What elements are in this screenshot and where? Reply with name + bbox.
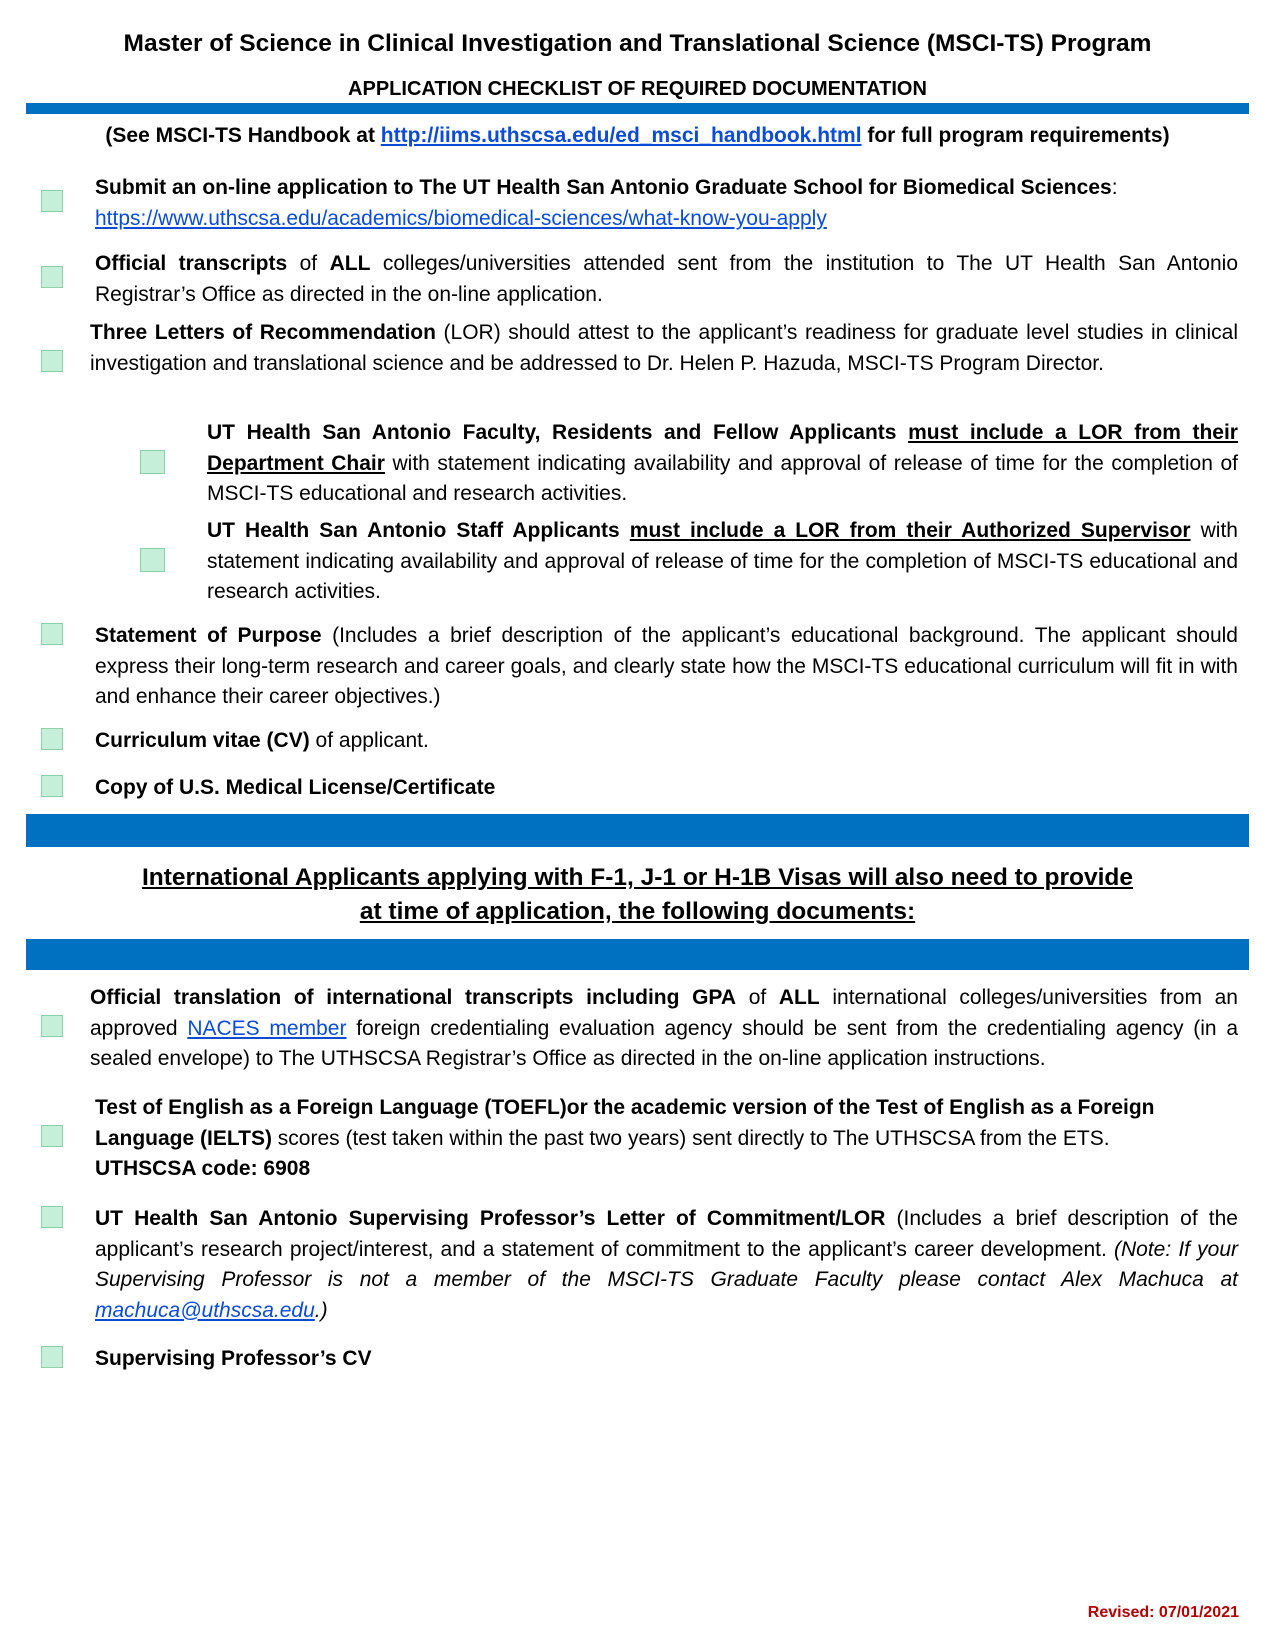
machuca-email-link[interactable]: machuca@uthscsa.edu	[95, 1298, 315, 1322]
lor-staff-bold: UT Health San Antonio Staff Applicants	[207, 519, 620, 542]
item-letters-of-recommendation	[90, 318, 1238, 379]
toefl-text: scores (test taken within the past two years) sent directly to The UTHSCSA from the ETS.	[271, 1126, 1110, 1150]
item-professor-cv	[95, 1344, 1238, 1375]
section-divider-bar-2	[26, 939, 1249, 970]
revised-date: Revised: 07/01/2021	[1087, 1604, 1239, 1621]
checkbox-statement-of-purpose[interactable]	[41, 623, 63, 645]
section-divider-bar	[26, 814, 1249, 847]
checkbox-letter-of-commitment[interactable]	[41, 1206, 63, 1228]
commitment-note-end: .)	[314, 1298, 328, 1322]
purpose-text: (Includes a brief description of the applicant’s educational background. The applicant should express their long-term research and career goals, and clearly state how the MSCI-TS educational curriculum will fit in with and enhance their career objectives.)	[95, 624, 1238, 708]
professor-cv-bold: Supervising Professor’s CV	[95, 1347, 372, 1370]
checkbox-online-application[interactable]	[41, 190, 63, 212]
commitment-note-text: (Note: If your Supervising Professor is not a member of the MSCI-TS Graduate Faculty please contact Alex Machuca at	[95, 1237, 1238, 1291]
transcripts-text-2: colleges/universities attended sent from the institution to The UT Health San Antonio Registrar’s Office as directed in the on-line application.	[95, 252, 1239, 306]
checkbox-letters-of-recommendation[interactable]	[41, 350, 63, 372]
naces-member-link[interactable]: NACES member	[187, 1016, 347, 1040]
handbook-suffix: for full program requirements)	[861, 124, 1170, 147]
item-letter-of-commitment	[95, 1204, 1238, 1326]
page-subtitle: APPLICATION CHECKLIST OF REQUIRED DOCUMENTATION	[348, 78, 927, 100]
checkbox-transcript-translation[interactable]	[41, 1015, 63, 1037]
transcripts-all: ALL	[329, 252, 371, 275]
translation-all: ALL	[778, 986, 820, 1009]
item-online-application	[95, 173, 1238, 234]
commitment-text: (Includes a brief description of the applicant’s research project/interest, and a statement of commitment to the applicant’s career development.	[95, 1207, 1238, 1261]
lor-faculty-underline: must include a LOR from their Department Chair	[207, 421, 1238, 475]
cv-bold: Curriculum vitae (CV)	[95, 729, 310, 752]
lor-bold: Three Letters of Recommendation	[90, 321, 436, 344]
item-transcripts	[95, 249, 1238, 310]
cv-text: of applicant.	[309, 729, 429, 752]
page-title: Master of Science in Clinical Investigation and Translational Science (MSCI-TS) Program	[123, 30, 1152, 57]
purpose-bold: Statement of Purpose	[95, 624, 322, 647]
lor-staff-text: with statement indicating availability and approval of release of time for the completion of MSCI-TS educational and research activities.	[207, 519, 1238, 603]
checkbox-professor-cv[interactable]	[41, 1346, 63, 1368]
checkbox-transcripts[interactable]	[41, 266, 63, 288]
item-lor-staff	[207, 516, 1238, 608]
uthscsa-code: UTHSCSA code: 6908	[95, 1157, 311, 1180]
checkbox-lor-staff[interactable]	[140, 548, 165, 572]
lor-faculty-bold: UT Health San Antonio Faculty, Residents and Fellow Applicants	[207, 421, 897, 444]
lor-text: (LOR) should attest to the applicant’s readiness for graduate level studies in clinical investigation and translational science and be addressed to Dr. Helen P. Hazuda, MSCI-TS Program Director.	[90, 321, 1238, 375]
translation-text-2: international colleges/universities from an approved	[90, 986, 1238, 1040]
license-bold: Copy of U.S. Medical License/Certificate	[95, 776, 496, 799]
lor-staff-underline: must include a LOR from their Authorized Supervisor	[629, 519, 1191, 542]
translation-text: of	[736, 986, 779, 1009]
header-divider-bar	[26, 103, 1249, 114]
item-online-application-bold: Submit an on-line application to The UT Health San Antonio Graduate School for Biomedical Sciences	[95, 176, 1112, 199]
handbook-prefix: (See MSCI-TS Handbook at	[105, 124, 381, 147]
handbook-note	[0, 124, 1275, 148]
checkbox-medical-license[interactable]	[41, 775, 63, 797]
gsbs-apply-link[interactable]: https://www.uthscsa.edu/academics/biomedical-sciences/what-know-you-apply	[95, 206, 827, 230]
item-curriculum-vitae	[95, 726, 1238, 757]
commitment-bold: UT Health San Antonio Supervising Professor’s Letter of Commitment/LOR	[95, 1207, 886, 1230]
item-english-test	[95, 1093, 1238, 1185]
international-heading-line2: at time of application, the following documents:	[359, 898, 916, 925]
item-transcript-translation	[90, 983, 1238, 1075]
transcripts-bold: Official transcripts	[95, 252, 288, 275]
translation-bold: Official translation of international transcripts including GPA	[90, 986, 737, 1009]
colon: :	[1111, 176, 1118, 199]
handbook-link[interactable]: http://iims.uthscsa.edu/ed_msci_handbook.html	[380, 124, 862, 147]
lor-faculty-text: with statement indicating availability and approval of release of time for the completion of MSCI-TS educational and research activities.	[207, 451, 1238, 505]
toefl-bold: Test of English as a Foreign Language (TOEFL)or the academic version of the Test of English as a Foreign Language (IELTS)	[95, 1096, 1155, 1150]
item-lor-faculty	[207, 418, 1238, 510]
translation-text-3: foreign credentialing evaluation agency should be sent from the credentialing agency (in a sealed envelope) to The UTHSCSA Registrar’s Office as directed in the on-line application instructions.	[90, 1016, 1238, 1070]
checkbox-lor-faculty[interactable]	[140, 450, 165, 474]
item-medical-license	[95, 773, 1238, 804]
checkbox-english-test[interactable]	[41, 1125, 63, 1147]
item-statement-of-purpose	[95, 621, 1238, 713]
checkbox-curriculum-vitae[interactable]	[41, 728, 63, 750]
international-heading-line1: International Applicants applying with F-1, J-1 or H-1B Visas will also need to provide	[141, 864, 1134, 891]
transcripts-text: of	[287, 252, 330, 275]
